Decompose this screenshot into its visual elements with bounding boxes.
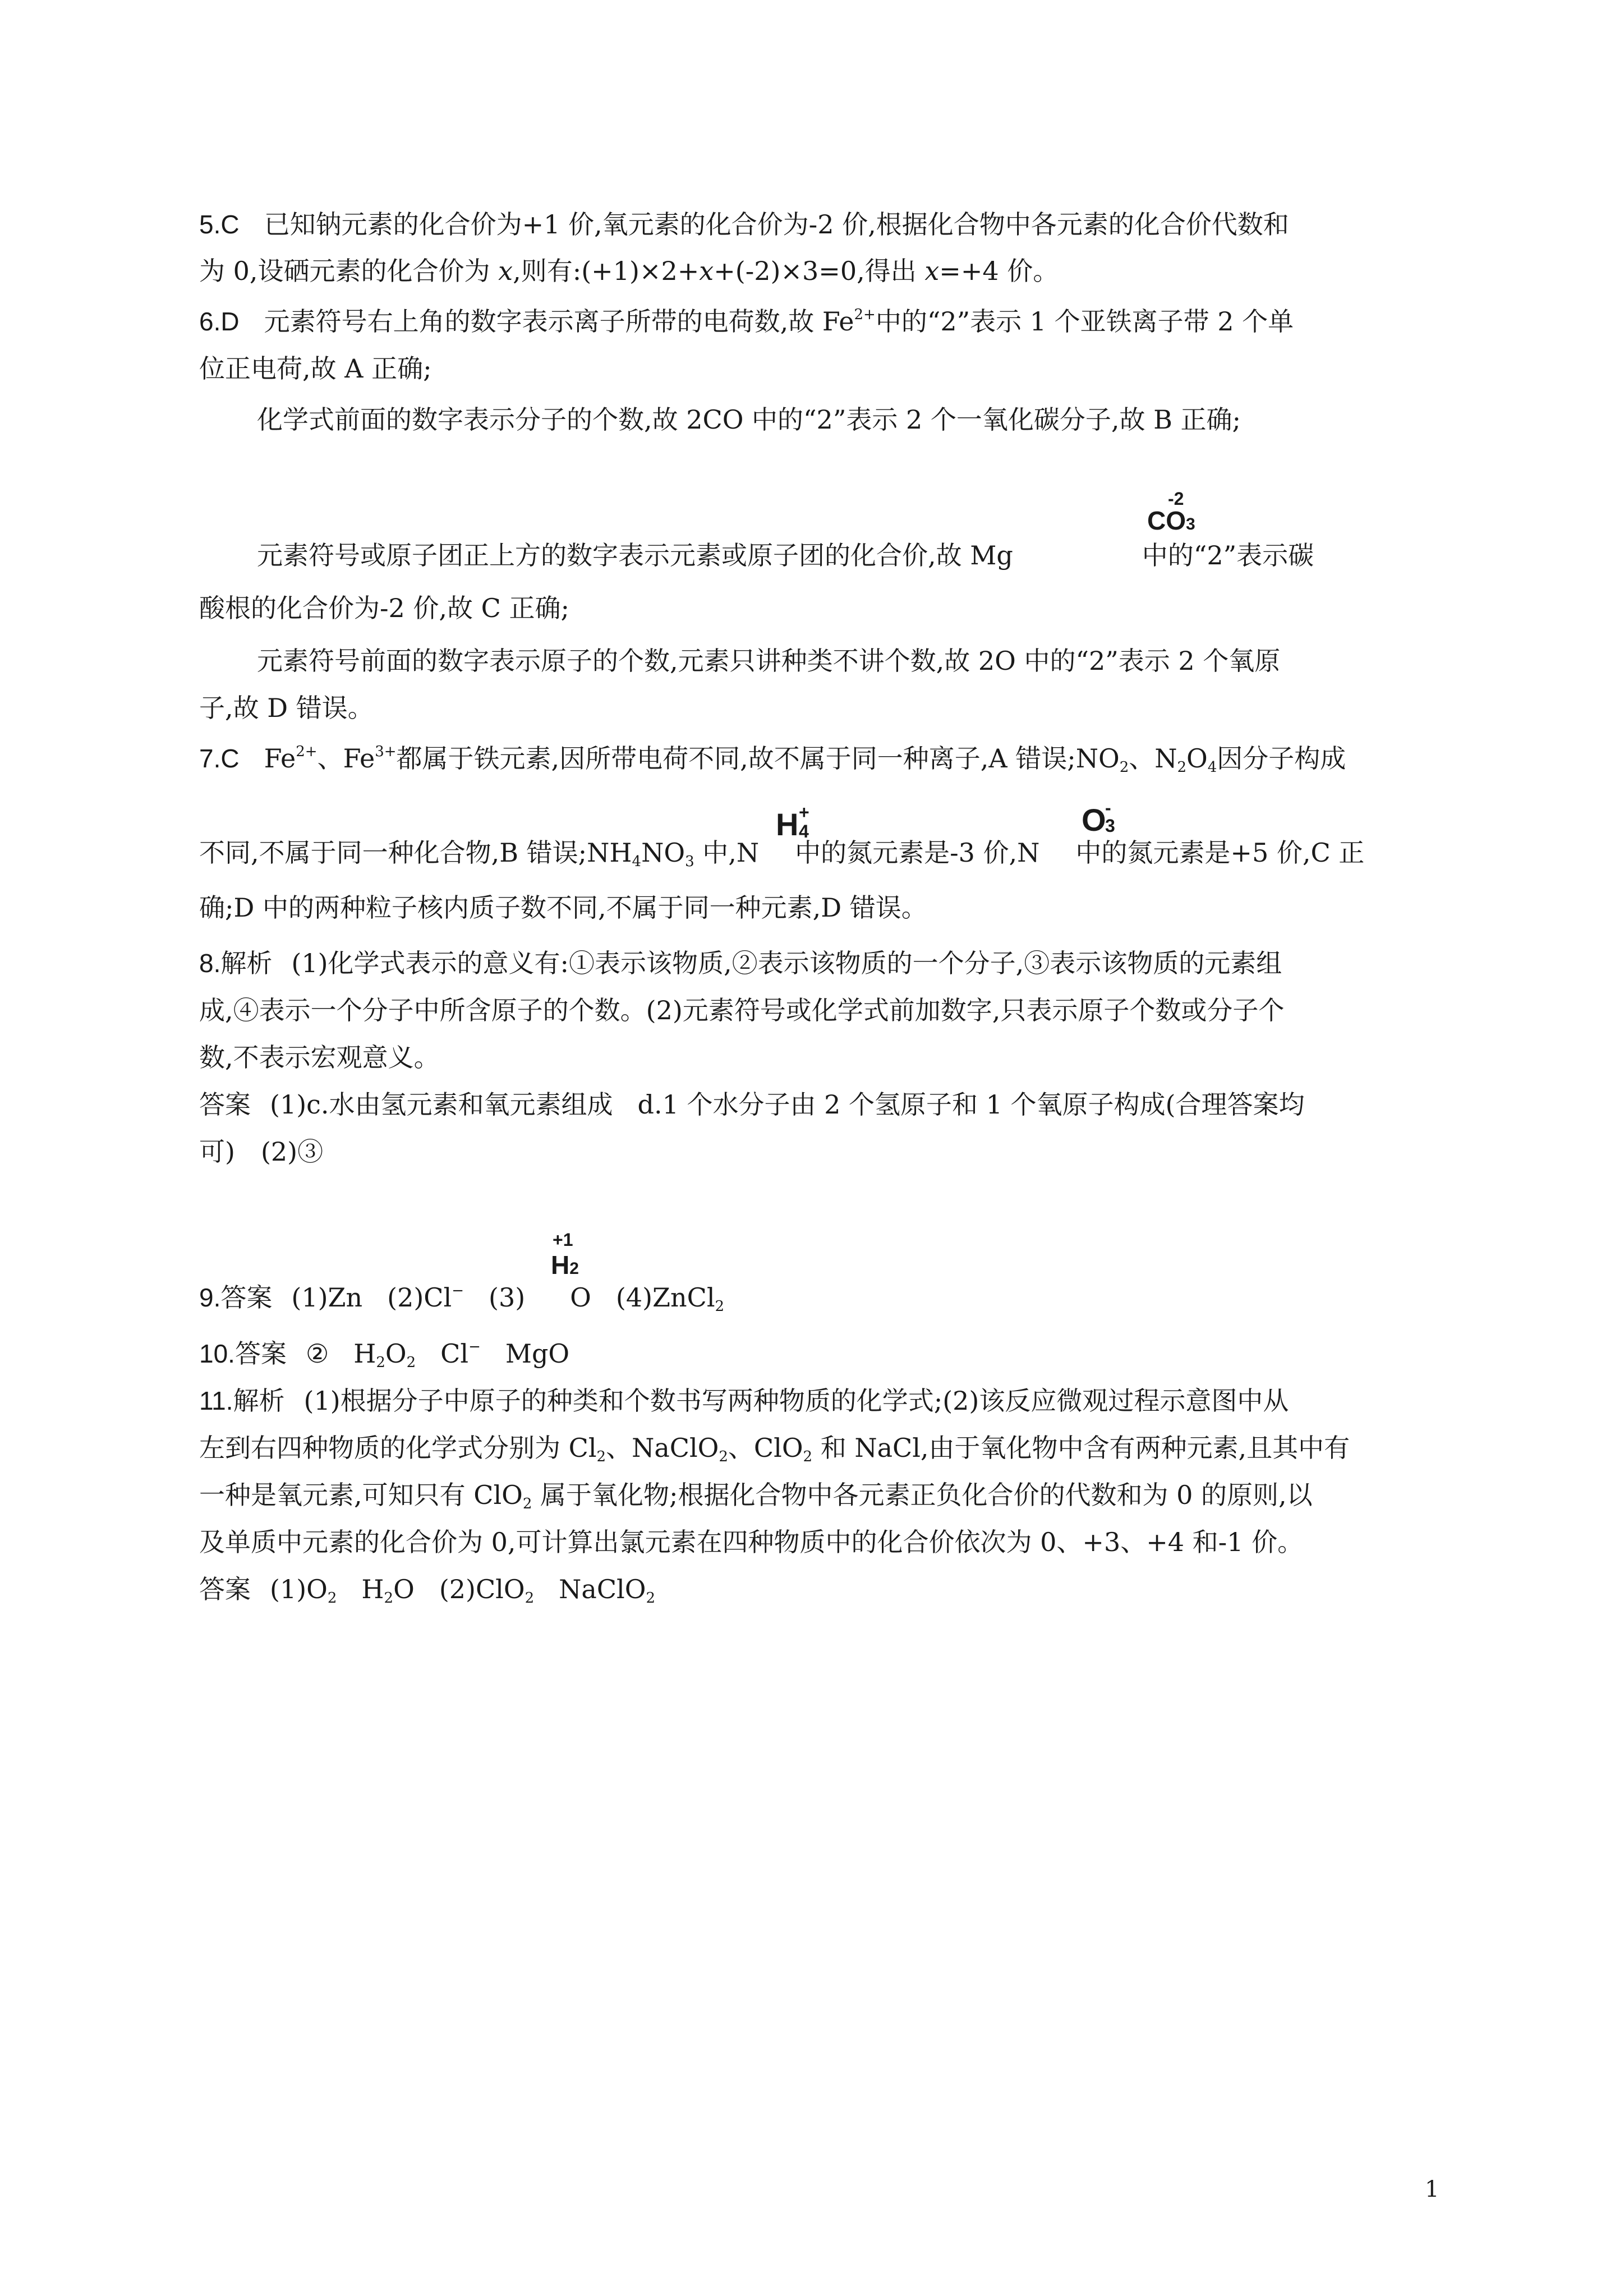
no3-o: O	[1082, 802, 1106, 838]
q11-text-2c: 、ClO	[728, 1433, 803, 1463]
q7-nh4-sub: 4	[632, 853, 642, 870]
q5-text-1: 已知钠元素的化合价为+1 价,氧元素的化合价为-2 价,根据化合物中各元素的化合价代数和	[264, 209, 1289, 240]
q11-clo2-sub-3: 2	[525, 1590, 535, 1607]
q6-answer: D	[220, 307, 240, 336]
q7-text-2b: NO	[641, 838, 686, 868]
q7-text-2c: 中,N	[694, 838, 760, 868]
q11-text-2b: 、NaClO	[606, 1433, 719, 1463]
q10-part-4: MgO	[505, 1338, 570, 1369]
q6-text-6: 元素符号前面的数字表示原子的个数,元素只讲种类不讲个数,故 2O 中的“2”表示 2 个氧原	[257, 646, 1281, 676]
q11-naclo2-sub-2: 2	[646, 1590, 655, 1607]
co3-formula	[1147, 507, 1195, 539]
q9-label: 答案	[220, 1282, 273, 1313]
q7-number: 7.	[199, 744, 221, 773]
q9-zncl2-sub: 2	[715, 1298, 725, 1315]
q8-answer-2: 可) (2)③	[199, 1137, 324, 1167]
q5-number: 5.	[199, 210, 221, 239]
q9-line	[199, 1281, 724, 1314]
nh4-subscript: 4	[799, 821, 809, 841]
q8-line-3	[199, 1041, 440, 1074]
q11-h2o-sub: 2	[384, 1590, 394, 1607]
q7-text-1b: 、N	[1129, 743, 1177, 774]
q8-answer-1b: d.1 个水分子由 2 个氢原子和 1 个氧原子构成(合理答案均	[637, 1089, 1305, 1120]
co3-subscript: 3	[1186, 515, 1195, 533]
q7-answer: C	[220, 744, 240, 773]
q11-answer-4: NaClO	[559, 1574, 646, 1604]
q6-text-3: 化学式前面的数字表示分子的个数,故 2CO 中的“2”表示 2 个一氧化碳分子,故 B 正确;	[257, 404, 1241, 435]
q7-no2-sub: 2	[1119, 759, 1129, 776]
q11-number: 11.	[199, 1386, 233, 1415]
h2-symbol: H	[551, 1250, 570, 1280]
q7-fe3-charge: 3+	[375, 743, 397, 760]
h2-valence: +1	[553, 1230, 573, 1250]
q10-number: 10.	[199, 1339, 235, 1368]
q6-line-7	[199, 691, 374, 725]
q6-line-1	[199, 305, 1294, 338]
q10-cl-charge: −	[468, 1338, 481, 1355]
q8-answer-line-2	[199, 1135, 323, 1168]
q11-naclo2-sub: 2	[719, 1448, 728, 1465]
q5-var-x2: x	[699, 256, 714, 286]
q6-fe-charge: 2+	[854, 306, 876, 323]
q11-o2-sub: 2	[327, 1590, 337, 1607]
q11-answer-1: (1)O	[270, 1574, 328, 1604]
q9-part-4: (4)ZnCl	[615, 1282, 715, 1313]
q10-h2-sub: 2	[376, 1354, 385, 1371]
no3-subscript: 3	[1105, 816, 1115, 836]
q11-label: 解析	[233, 1386, 285, 1416]
nh4-h: H	[776, 807, 799, 842]
q5-answer: C	[220, 210, 240, 239]
q7-text-1c: O	[1186, 743, 1208, 774]
q7-text-1d: 因分子构成	[1217, 743, 1346, 774]
q5-var-x3: x	[924, 256, 940, 286]
q11-line-1	[199, 1384, 1289, 1418]
q11-text-1: (1)根据分子中原子的种类和个数书写两种物质的化学式;(2)该反应微观过程示意图中从	[303, 1386, 1289, 1416]
q7-text-2e: 中的氮元素是+5 价,C 正	[1075, 838, 1365, 868]
q6-text-4a: 元素符号或原子团正上方的数字表示元素或原子团的化合价,故 Mg	[257, 540, 1013, 570]
q8-text-1: (1)化学式表示的意义有:①表示该物质,②表示该物质的一个分子,③表示该物质的元素组	[291, 948, 1282, 978]
q6-number: 6.	[199, 307, 221, 336]
q11-text-3a: 一种是氧元素,可知只有 ClO	[199, 1480, 523, 1510]
q6-text-5: 酸根的化合价为-2 价,故 C 正确;	[199, 593, 569, 623]
q8-text-3: 数,不表示宏观意义。	[199, 1042, 440, 1073]
q8-text-2: 成,④表示一个分子中所含原子的个数。(2)元素符号或化学式前加数字,只表示原子个数或分子个	[199, 995, 1285, 1025]
q7-fe-sep: 、Fe	[317, 743, 375, 774]
co3-valence: -2	[1168, 489, 1184, 509]
q11-answer-label: 答案	[199, 1574, 251, 1604]
q11-text-4: 及单质中元素的化合价为 0,可计算出氯元素在四种物质中的化合价依次为 0、+3、+4 和-1 价。	[199, 1527, 1304, 1557]
q6-text-1a: 元素符号右上角的数字表示离子所带的电荷数,故 Fe	[264, 306, 854, 337]
q7-fe2-charge: 2+	[296, 743, 318, 760]
q10-part-1: ②	[305, 1338, 329, 1369]
q11-cl2-sub: 2	[596, 1448, 606, 1465]
nh4-charge: +	[799, 802, 809, 822]
q6-text-1b: 中的“2”表示 1 个亚铁离子带 2 个单	[875, 306, 1294, 337]
q7-text-3: 确;D 中的两种粒子核内质子数不同,不属于同一种元素,D 错误。	[199, 892, 927, 923]
q5-text-2a: 为 0,设硒元素的化合价为	[199, 256, 499, 286]
q5-text-2c: +(-2)×3=0,得出	[714, 256, 925, 286]
q7-n2-sub: 2	[1177, 759, 1187, 776]
q8-line-1	[199, 946, 1282, 980]
q6-line-4	[257, 539, 1314, 572]
q5-text-2d: =+4 价。	[939, 256, 1059, 286]
q5-line-2	[199, 254, 1059, 288]
q7-line-2	[199, 836, 1364, 869]
q5-text-2b: ,则有:(+1)×2+	[513, 256, 700, 286]
q6-text-2: 位正电荷,故 A 正确;	[199, 353, 432, 384]
q6-line-6	[257, 644, 1280, 678]
q7-o4-sub: 4	[1207, 759, 1217, 776]
q9-part-3-o: O	[570, 1282, 591, 1313]
q6-line-2	[199, 352, 432, 385]
q9-part-1: (1)Zn	[291, 1282, 363, 1313]
q10-label: 答案	[234, 1338, 287, 1369]
q6-line-3	[257, 403, 1241, 436]
q11-line-4	[199, 1525, 1303, 1559]
q8-answer-1a: (1)c.水由氢元素和氧元素组成	[270, 1089, 613, 1120]
q6-text-4b: 中的“2”表示碳	[1142, 540, 1314, 570]
q11-line-2	[199, 1431, 1350, 1465]
co3-symbol: CO	[1147, 506, 1186, 535]
q7-line-1	[199, 742, 1346, 775]
q9-cl-charge: −	[452, 1282, 464, 1299]
q11-text-2d: 和 NaCl,由于氧化物中含有两种元素,且其中有	[812, 1433, 1350, 1463]
q11-text-2a: 左到右四种物质的化学式分别为 Cl	[199, 1433, 597, 1463]
q6-line-5	[199, 591, 569, 625]
page-number: 1	[1425, 2177, 1439, 2202]
q7-line-3	[199, 891, 927, 924]
q10-line	[199, 1337, 569, 1370]
no3-charge: -	[1105, 798, 1111, 818]
q9-number: 9.	[199, 1283, 221, 1312]
q9-part-3: (3)	[489, 1282, 526, 1313]
q10-o2-sub: 2	[406, 1354, 416, 1371]
q10-part-2b: O	[385, 1338, 407, 1369]
q11-clo2-sub: 2	[803, 1448, 813, 1465]
q10-part-2a: H	[353, 1338, 376, 1369]
q7-text-1a: 都属于铁元素,因所带电荷不同,故不属于同一种离子,A 错误;NO	[396, 743, 1120, 774]
q7-no3-sub: 3	[685, 853, 694, 870]
q5-var-x1: x	[498, 256, 513, 286]
q11-answer-3: (2)ClO	[439, 1574, 525, 1604]
q11-text-3b: 属于氧化物;根据化合物中各元素正负化合价的代数和为 0 的原则,以	[532, 1480, 1313, 1510]
q11-clo2-sub-2: 2	[522, 1496, 532, 1512]
q5-line-1	[199, 208, 1289, 241]
q8-line-2	[199, 993, 1284, 1027]
q11-answer-line	[199, 1572, 655, 1606]
q7-fe: Fe	[264, 743, 296, 774]
q11-answer-2: H	[361, 1574, 384, 1604]
q8-label: 解析	[220, 948, 273, 978]
q9-part-2: (2)Cl	[387, 1282, 452, 1313]
h2-formula	[551, 1251, 579, 1283]
q8-answer-line-1	[199, 1088, 1304, 1121]
q10-part-3: Cl	[440, 1338, 469, 1369]
q8-answer-label: 答案	[199, 1089, 251, 1120]
h2-subscript: 2	[569, 1259, 579, 1278]
q8-number: 8.	[199, 949, 221, 978]
q11-line-3	[199, 1478, 1313, 1512]
q6-text-7: 子,故 D 错误。	[199, 693, 374, 723]
q7-text-2d: 中的氮元素是-3 价,N	[795, 838, 1040, 868]
q11-answer-2b: O	[393, 1574, 415, 1604]
q7-text-2a: 不同,不属于同一种化合物,B 错误;NH	[199, 838, 632, 868]
